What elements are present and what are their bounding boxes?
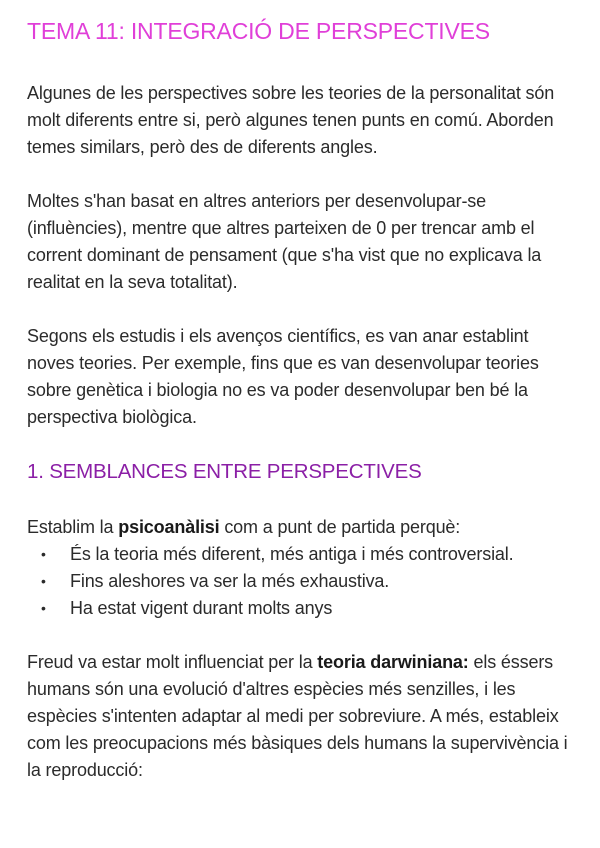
spacer <box>27 296 576 323</box>
spacer <box>27 487 576 514</box>
text-run: els éssers humans són una evolució d'altres espècies més senzilles, i les espècies s'intenten adaptar al medi per sobreviure. A més, estableix com les preocupacions més bàsiques dels humans la supervivència i la reproducció: <box>27 652 568 780</box>
paragraph-influences: Moltes s'han basat en altres anteriors per desenvolupar-se (influències), mentre que altres parteixen de 0 per trencar amb el corrent dominant de pensament (que s'ha vist que no explicava la realitat en la seva totalitat). <box>27 191 542 292</box>
paragraph-scientific-advances: Segons els estudis i els avenços científics, es van anar establint noves teories. Per exemple, fins que es van desenvolupar teories sobre genètica i biologia no es va poder desenvolupar ben bé la perspectiva biològica. <box>27 326 539 427</box>
text-run: com a punt de partida perquè: <box>219 517 461 537</box>
reasons-list <box>27 541 576 622</box>
bullet-icon: • <box>41 546 46 562</box>
list-item-text: És la teoria més diferent, més antiga i més controversial. <box>70 544 514 564</box>
bold-term-psicoanalisi: psicoanàlisi <box>118 517 220 537</box>
list-item-text: Ha estat vigent durant molts anys <box>70 598 333 618</box>
bold-term-teoria-darwiniana: teoria darwiniana: <box>317 652 469 672</box>
text-run: Freud va estar molt influenciat per la <box>27 652 318 672</box>
spacer <box>27 431 576 457</box>
page-title: TEMA 11: INTEGRACIÓ DE PERSPECTIVES <box>27 18 490 44</box>
bullet-icon: • <box>41 573 46 589</box>
paragraph-intro: Algunes de les perspectives sobre les teories de la personalitat són molt diferents entre si, però algunes tenen punts en comú. Aborden temes similars, però des de diferents angles. <box>27 83 555 157</box>
section-heading: 1. SEMBLANCES ENTRE PERSPECTIVES <box>27 460 422 483</box>
list-item-text: Fins aleshores va ser la més exhaustiva. <box>70 571 390 591</box>
spacer <box>27 48 576 80</box>
spacer <box>27 622 576 649</box>
list-item <box>27 568 576 595</box>
list-item <box>27 541 576 568</box>
spacer <box>27 161 576 188</box>
paragraph-psychoanalysis-intro <box>27 514 576 541</box>
list-item <box>27 595 576 622</box>
paragraph-freud <box>27 649 576 784</box>
text-run: Establim la <box>27 517 119 537</box>
bullet-icon: • <box>41 600 46 616</box>
